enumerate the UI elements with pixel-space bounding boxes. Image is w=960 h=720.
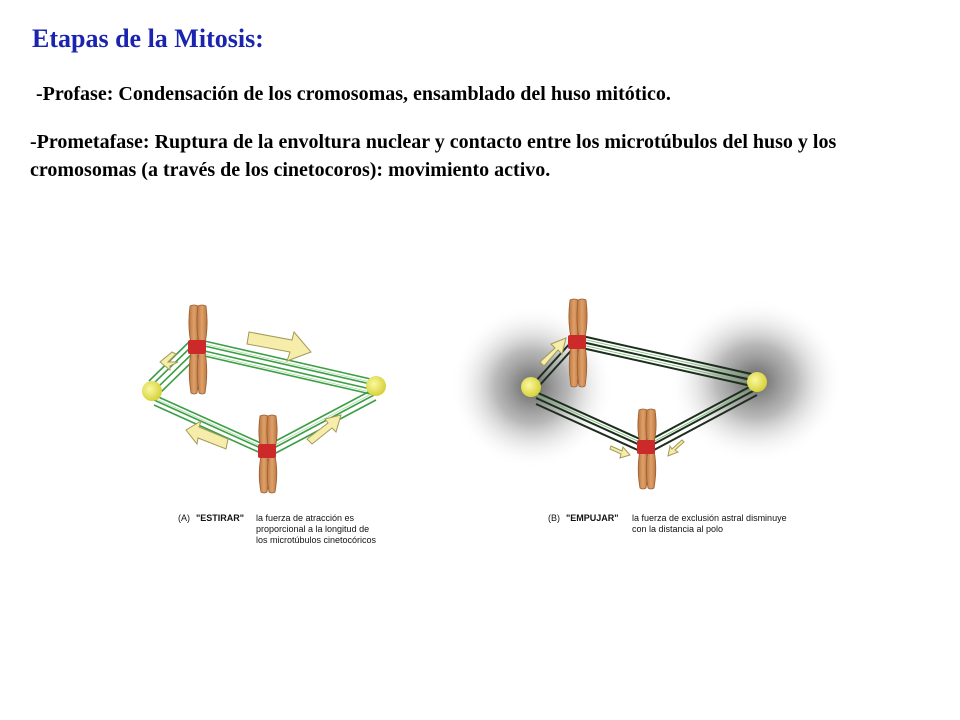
panel-b-caption-2: con la distancia al polo: [632, 524, 724, 534]
profase-text: -Profase: Condensación de los cromosomas, ensamblado del huso mitótico.: [36, 83, 671, 105]
panel-b-keyword: "EMPUJAR": [566, 513, 619, 523]
panel-a-caption-3: los microtúbulos cinetocóricos: [256, 535, 377, 545]
panel-b-caption-1: la fuerza de exclusión astral disminuye: [632, 513, 787, 523]
panel-a-diagram: [142, 305, 386, 545]
panel-a-caption-1: la fuerza de atracción es: [256, 513, 355, 523]
page-title: Etapas de la Mitosis:: [32, 24, 264, 53]
arrow-right-large-a: [247, 332, 311, 361]
pole-left-b: [521, 377, 541, 397]
panel-a-caption-2: proporcional a la longitud de: [256, 524, 370, 534]
chromosome-upper-a: [188, 305, 207, 394]
kinetochore-a1: [188, 340, 206, 354]
panel-a-letter: (A): [178, 513, 190, 523]
pole-left-a: [142, 381, 162, 401]
panel-b-letter: (B): [548, 513, 560, 523]
panel-b-diagram: [450, 299, 844, 534]
arrow-small-lower-left-b: [610, 446, 630, 458]
prometafase-text: -Prometafase: Ruptura de la envoltura nuclear y contacto entre los microtúbulos del huso y los cromosomas (a través de los cinetocoros): movimiento activo.: [30, 131, 837, 181]
kinetochore-b1: [568, 335, 586, 349]
pole-right-b: [747, 372, 767, 392]
kinetochore-a2: [258, 444, 276, 458]
pole-right-a: [366, 376, 386, 396]
chromosome-upper-b: [568, 299, 587, 387]
chromosome-lower-b: [637, 409, 656, 489]
panel-a-keyword: "ESTIRAR": [196, 513, 245, 523]
chromosome-lower-a: [258, 415, 277, 493]
kinetochore-b2: [637, 440, 655, 454]
arrow-small-lower-right-b: [668, 440, 684, 456]
